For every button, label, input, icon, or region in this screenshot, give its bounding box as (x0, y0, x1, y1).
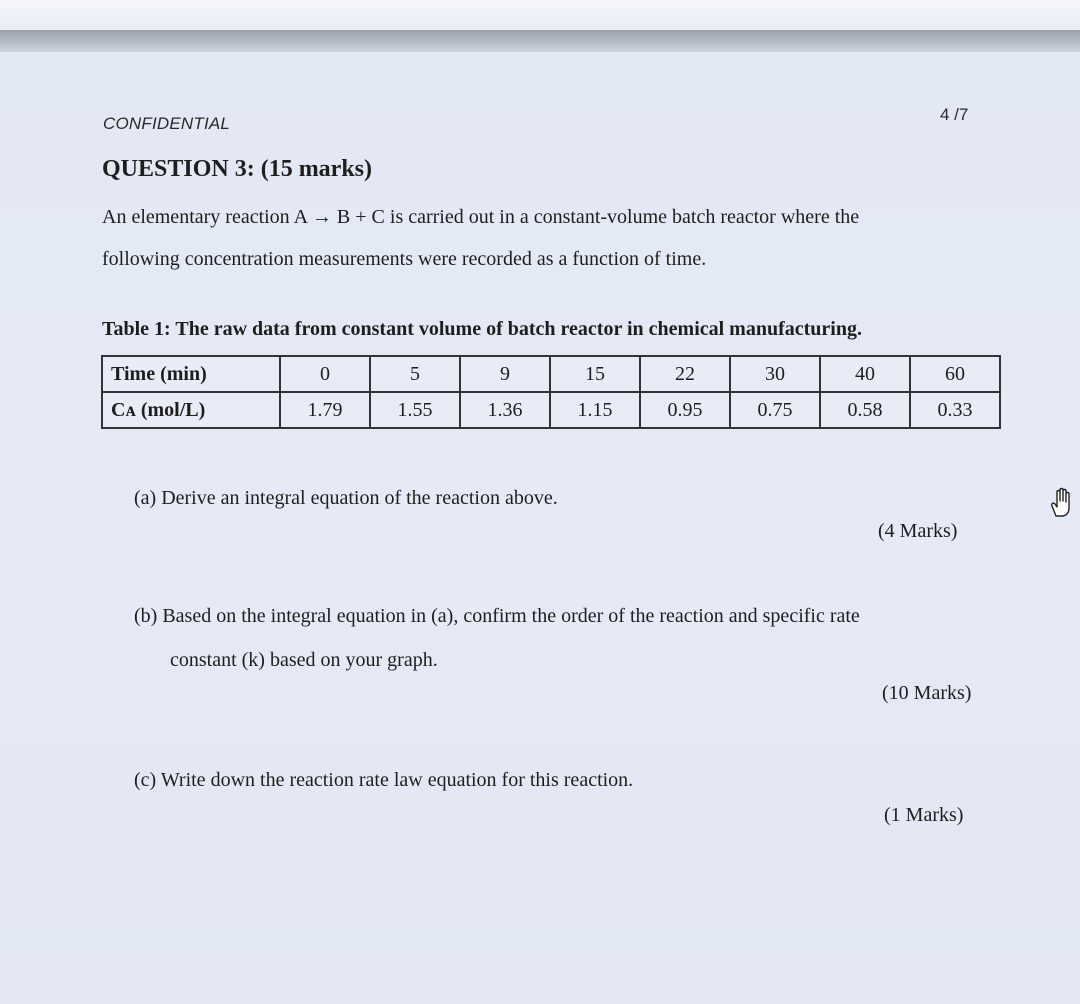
time-cell: 22 (640, 356, 730, 392)
part-a-question: (a) Derive an integral equation of the reaction above. (134, 487, 558, 509)
table-row-time (102, 356, 1000, 392)
question-title: QUESTION 3: (15 marks) (102, 156, 373, 182)
part-b-line-1: (b) Based on the integral equation in (a), confirm the order of the reaction and specific rate (134, 605, 860, 627)
concentration-cell: 1.55 (370, 392, 460, 428)
table-caption: Table 1: The raw data from constant volume of batch reactor in chemical manufacturing. (102, 318, 862, 340)
concentration-cell: 0.95 (640, 392, 730, 428)
concentration-cell: 1.15 (550, 392, 640, 428)
time-cell: 30 (730, 356, 820, 392)
row-header-concentration: Cᴀ (mol/L) (102, 392, 280, 428)
time-cell: 5 (370, 356, 460, 392)
concentration-cell: 0.58 (820, 392, 910, 428)
time-cell: 60 (910, 356, 1000, 392)
concentration-cell: 0.75 (730, 392, 820, 428)
part-c-question: (c) Write down the reaction rate law equation for this reaction. (134, 769, 634, 791)
part-c-marks: (1 Marks) (884, 804, 964, 826)
question-intro (102, 196, 1002, 280)
hand-cursor-icon (1046, 486, 1076, 520)
row-header-time: Time (min) (102, 356, 280, 392)
time-cell: 15 (550, 356, 640, 392)
question-intro-line-2: following concentration measurements were recorded as a function of time. (102, 248, 707, 270)
part-b-line-2: constant (k) based on your graph. (170, 649, 438, 671)
concentration-cell: 0.33 (910, 392, 1000, 428)
time-cell: 9 (460, 356, 550, 392)
top-strip (0, 0, 1080, 30)
concentration-cell: 1.36 (460, 392, 550, 428)
page-number: 4 /7 (940, 105, 969, 124)
question-intro-line-1: An elementary reaction A → B + C is carried out in a constant-volume batch reactor where the (102, 206, 860, 228)
part-b-question (134, 594, 1004, 682)
monitor-bezel (0, 30, 1080, 52)
time-cell: 0 (280, 356, 370, 392)
part-a-marks: (4 Marks) (878, 520, 958, 542)
confidential-label: CONFIDENTIAL (103, 114, 231, 133)
concentration-cell: 1.79 (280, 392, 370, 428)
table-row-concentration (102, 392, 1000, 428)
data-table (101, 355, 1001, 429)
time-cell: 40 (820, 356, 910, 392)
part-b-marks: (10 Marks) (882, 682, 972, 704)
